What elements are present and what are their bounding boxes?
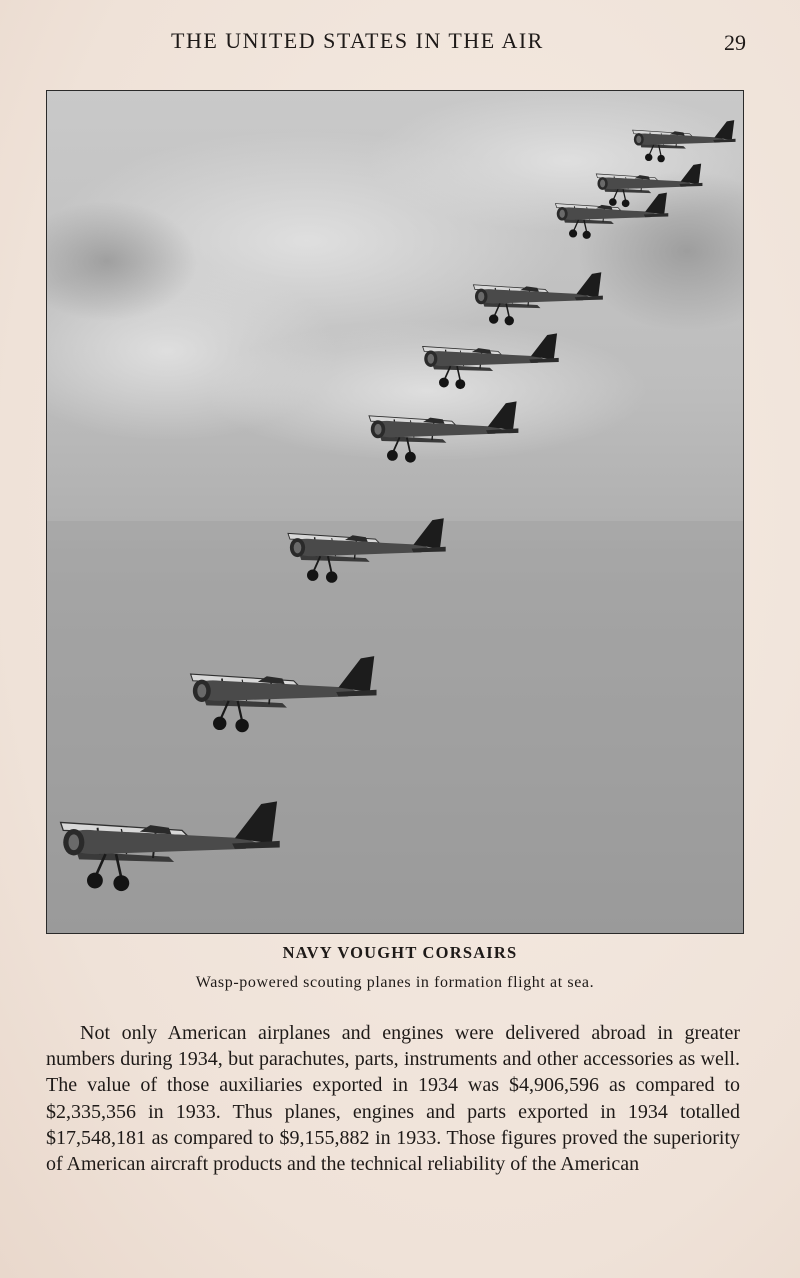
body-paragraph: Not only American airplanes and engines were delivered abroad in greater numbers during 1934, but parachutes, parts, instruments and other accessories as well. The value of those auxiliaries exported in 1934 was $4,906,596 as compared to $2,335,356 in 1933. Thus planes, engines and parts exported in 1934 totalled $17,548,181 as compared to $9,155,882 in 1933. Those figures proved the superiority of American aircraft products and the technical reliability of the American — [46, 1022, 740, 1176]
biplane-formation-photo — [46, 90, 744, 934]
page-number: 29 — [724, 30, 746, 55]
running-title: THE UNITED STATES IN THE AIR — [171, 28, 544, 53]
caption-subtitle: Wasp-powered scouting planes in formation flight at sea. — [195, 974, 595, 991]
caption-title: NAVY VOUGHT CORSAIRS — [282, 943, 518, 962]
body-text — [46, 1020, 740, 1177]
running-head — [46, 28, 746, 58]
